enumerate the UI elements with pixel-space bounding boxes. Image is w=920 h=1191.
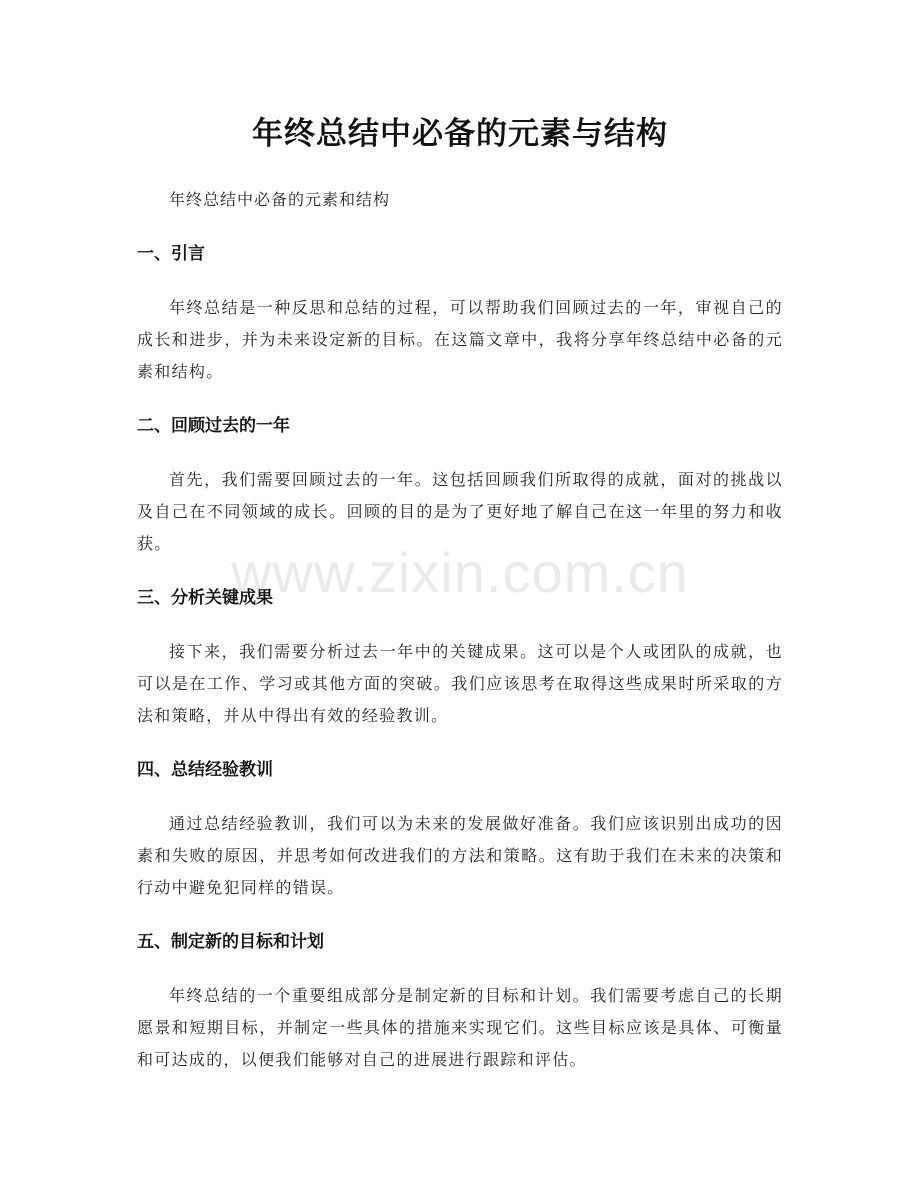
section-heading-analysis: 三、分析关键成果: [137, 588, 273, 608]
section-body-intro: 年终总结是一种反思和总结的过程，可以帮助我们回顾过去的一年，审视自己的成长和进步，并为未来设定新的目标。在这篇文章中，我将分享年终总结中必备的元素和结构。: [137, 298, 783, 381]
section-heading-review: 二、回顾过去的一年: [137, 416, 290, 436]
section-body-lessons: 通过总结经验教训，我们可以为未来的发展做好准备。我们应该识别出成功的因素和失败的原因，并思考如何改进我们的方法和策略。这有助于我们在未来的决策和行动中避免犯同样的错误。: [137, 814, 783, 897]
document-subtitle: 年终总结中必备的元素和结构: [169, 190, 391, 209]
section-heading-intro: 一、引言: [137, 244, 205, 264]
watermark-text: www.zixin.com.cn: [231, 541, 689, 604]
section-body-analysis: 接下来，我们需要分析过去一年中的关键成果。这可以是个人或团队的成就，也可以是在工作、学习或其他方面的突破。我们应该思考在取得这些成果时所采取的方法和策略，并从中得出有效的经验教训。: [137, 642, 783, 725]
section-heading-lessons: 四、总结经验教训: [137, 760, 273, 780]
document-title: 年终总结中必备的元素与结构: [252, 116, 668, 152]
section-heading-goals: 五、制定新的目标和计划: [137, 932, 324, 952]
section-body-goals: 年终总结的一个重要组成部分是制定新的目标和计划。我们需要考虑自己的长期愿景和短期目标，并制定一些具体的措施来实现它们。这些目标应该是具体、可衡量和可达成的，以便我们能够对自己的进展进行跟踪和评估。: [137, 986, 783, 1069]
section-body-review: 首先，我们需要回顾过去的一年。这包括回顾我们所取得的成就，面对的挑战以及自己在不同领域的成长。回顾的目的是为了更好地了解自己在这一年里的努力和收获。: [137, 470, 783, 553]
